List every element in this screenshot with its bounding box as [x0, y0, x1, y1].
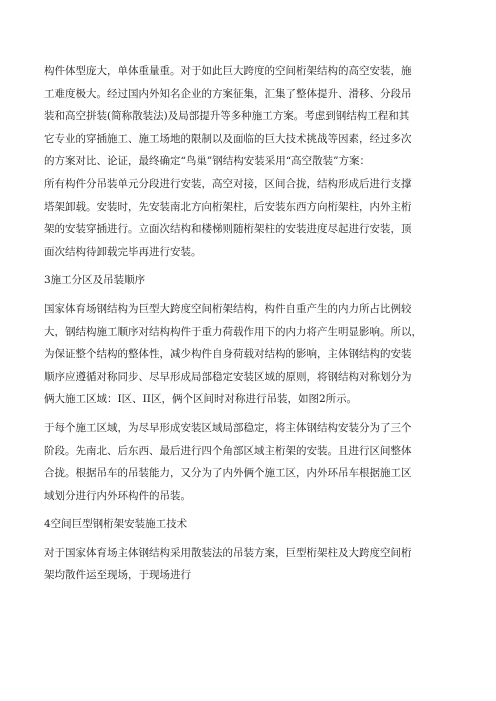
text-line: 的方案对比、论证，最终确定“鸟巢”钢结构安装采用“高空散装”方案： — [44, 155, 370, 168]
text-line: 面次结构待卸载完毕再进行安装。 — [44, 245, 202, 258]
text-line: 塔架卸载。安装时，先安装南北方向桁架柱，后安装东西方向桁架柱，内外主桁 — [44, 200, 412, 213]
text-line: 国家体育场钢结构为巨型大跨度空间桁架结构，构件自重产生的内力所占比例较 — [44, 302, 412, 315]
text-line: 合拢。根据吊车的吊装能力，又分为了内外俩个施工区，内外环吊车根据施工区 — [44, 467, 412, 480]
section-heading-3: 3施工分区及吊装顺序 — [44, 274, 146, 287]
text-line: 大，钢结构施工顺序对结构构件于重力荷载作用下的内力将产生明显影响。所以， — [44, 325, 422, 338]
section-heading-4: 4空间巨型钢桁架安装施工技术 — [44, 518, 188, 531]
text-line: 所有构件分吊装单元分段进行安装，高空对接，区间合拢，结构形成后进行支撑 — [44, 177, 412, 190]
text-line: 架均散件运至现场，于现场进行 — [44, 569, 191, 582]
text-line: 俩大施工区域：I区、II区，俩个区间时对称进行吊装，如图2所示。 — [44, 393, 358, 406]
text-line: 为保证整个结构的整体性，减少构件自身荷载对结构的影响，主体钢结构的安装 — [44, 348, 412, 361]
text-line: 工难度极大。经过国内外知名企业的方案征集，汇集了整体提升、滑移、分段吊 — [44, 87, 412, 100]
text-line: 对于国家体育场主体钢结构采用散装法的吊装方案，巨型桁架柱及大跨度空间桁 — [44, 546, 412, 559]
paragraph-zoning — [44, 298, 454, 411]
paragraph-truss — [44, 542, 454, 587]
text-line: 阶段。先南北、后东西、最后进行四个角部区域主桁架的安装。且进行区间整体 — [44, 444, 412, 457]
paragraph-intro — [44, 60, 454, 263]
text-line: 它专业的穿插施工、施工场地的限制以及面临的巨大技术挑战等因素，经过多次 — [44, 132, 412, 145]
text-line: 构件体型庞大，单体重量重。对于如此巨大跨度的空间桁架结构的高空安装，施 — [44, 65, 412, 77]
text-line: 域划分进行内外环构件的吊装。 — [44, 489, 191, 502]
text-line: 装和高空拼装(简称散装法)及局部提升等多种施工方案。考虑到钢结构工程和其 — [44, 110, 410, 123]
text-line: 架的安装穿插进行。立面次结构和楼梯则随桁架柱的安装进度尽起进行安装，顶 — [44, 223, 412, 236]
document-page — [44, 60, 454, 587]
paragraph-stages — [44, 417, 454, 507]
text-line: 顺序应遵循对称同步、尽早形成局部稳定安装区域的原则，将钢结构对称划分为 — [44, 370, 412, 383]
text-line: 于每个施工区域，为尽早形成安装区域局部稳定，将主体钢结构安装分为了三个 — [44, 421, 412, 434]
